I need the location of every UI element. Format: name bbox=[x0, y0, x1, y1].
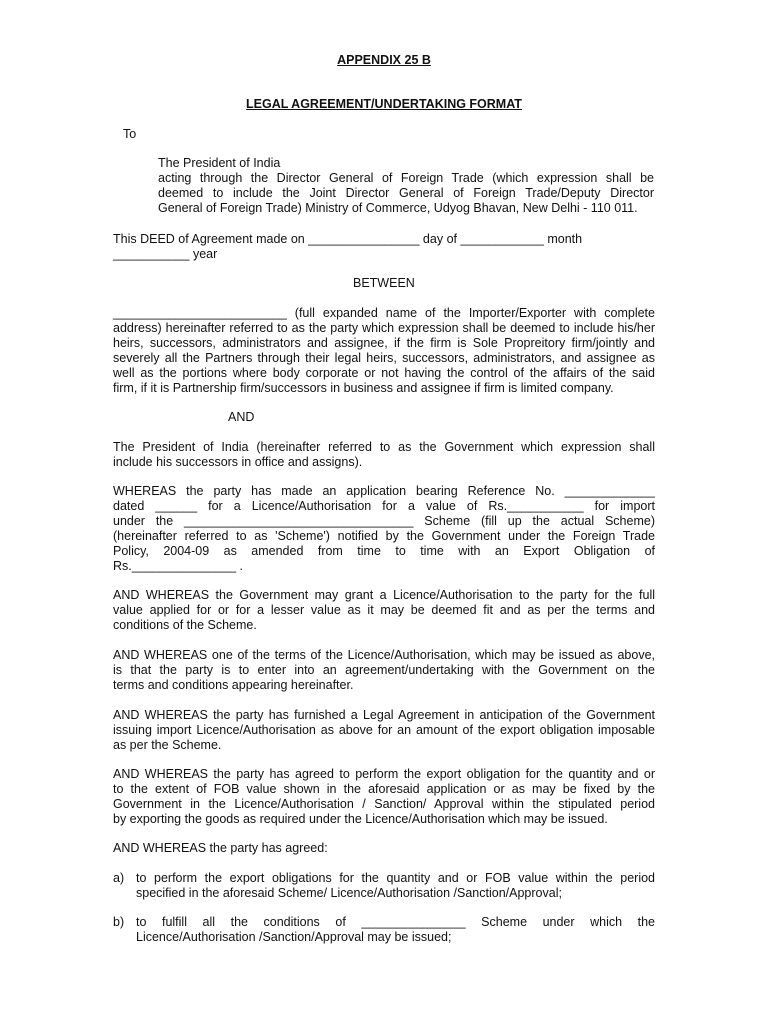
paragraph-line: Licence/Authorisation /Sanction/Approval may be issued; bbox=[136, 930, 452, 944]
paragraph-line: AND WHEREAS the Government may grant a Licence/Authorisation to the party for the full bbox=[113, 588, 655, 602]
paragraph-line: to fulfill all the conditions of _______________ Scheme under which the bbox=[136, 915, 655, 929]
address-block bbox=[158, 156, 654, 216]
and-label: AND bbox=[228, 410, 255, 424]
deed-line-1: This DEED of Agreement made on ________________ day of ____________ month bbox=[113, 232, 583, 246]
paragraph-line: AND WHEREAS one of the terms of the Licence/Authorisation, which may be issued as above, bbox=[113, 648, 655, 662]
paragraph-line: severely all the Partners through their legal heirs, successors, administrators, and assignee as bbox=[113, 351, 655, 365]
appendix-heading: APPENDIX 25 B bbox=[337, 53, 431, 67]
paragraph-line: WHEREAS the party has made an application bearing Reference No. _____________ bbox=[113, 484, 655, 498]
deed-line-2: ___________ year bbox=[113, 247, 218, 261]
whereas-paragraph-3 bbox=[113, 648, 655, 693]
whereas-paragraph-4 bbox=[113, 708, 655, 753]
paragraph-line: AND WHEREAS the party has furnished a Legal Agreement in anticipation of the Government bbox=[113, 708, 655, 722]
paragraph-line: conditions of the Scheme. bbox=[113, 618, 257, 632]
between-label: BETWEEN bbox=[353, 276, 415, 290]
paragraph-line: value applied for or for a lesser value as it may be deemed fit and as per the terms and bbox=[113, 603, 655, 617]
address-line: General of Foreign Trade) Ministry of Commerce, Udyog Bhavan, New Delhi - 110 011. bbox=[158, 201, 638, 215]
paragraph-line: to perform the export obligations for the quantity and or FOB value within the period bbox=[136, 871, 655, 885]
paragraph-line: Policy, 2004-09 as amended from time to time with an Export Obligation of bbox=[113, 544, 655, 558]
party-paragraph bbox=[113, 306, 655, 396]
whereas-paragraph-5 bbox=[113, 767, 655, 827]
paragraph-line: (hereinafter referred to as 'Scheme') notified by the Government under the Foreign Trade bbox=[113, 529, 655, 543]
government-paragraph bbox=[113, 440, 655, 470]
address-line: deemed to include the Joint Director General of Foreign Trade/Deputy Director bbox=[158, 186, 654, 200]
whereas-paragraph-2 bbox=[113, 588, 655, 633]
paragraph-line: specified in the aforesaid Scheme/ Licence/Authorisation /Sanction/Approval; bbox=[136, 886, 562, 900]
paragraph-line: address) hereinafter referred to as the party which expression shall be deemed to include his/her bbox=[113, 321, 655, 335]
paragraph-line: to the extent of FOB value shown in the aforesaid application or as may be fixed by the bbox=[113, 782, 655, 796]
paragraph-line: by exporting the goods as required under the Licence/Authorisation which may be issued. bbox=[113, 812, 608, 826]
whereas-paragraph-1 bbox=[113, 484, 655, 574]
paragraph-line: heirs, successors, administrators and assignee, if the firm is Sole Propreitory firm/jointly and bbox=[113, 336, 655, 350]
item-b-text bbox=[136, 915, 655, 945]
paragraph-line: issuing import Licence/Authorisation as above for an amount of the export obligation imposable bbox=[113, 723, 655, 737]
format-title: LEGAL AGREEMENT/UNDERTAKING FORMAT bbox=[246, 97, 522, 111]
paragraph-line: include his successors in office and assigns). bbox=[113, 455, 363, 469]
paragraph-line: The President of India (hereinafter referred to as the Government which expression shall bbox=[113, 440, 655, 454]
address-line: acting through the Director General of Foreign Trade (which expression shall be bbox=[158, 171, 654, 185]
item-marker-a: a) bbox=[113, 871, 125, 885]
to-label: To bbox=[123, 127, 137, 141]
paragraph-line: as per the Scheme. bbox=[113, 738, 222, 752]
paragraph-line: dated ______ for a Licence/Authorisation for a value of Rs.___________ for import bbox=[113, 499, 655, 513]
paragraph-line: well as the portions where body corporate or not having the control of the affairs of the said bbox=[113, 366, 655, 380]
paragraph-line: firm, if it is Partnership firm/successors in business and assignee if firm is limited company. bbox=[113, 381, 614, 395]
paragraph-line: is that the party is to enter into an agreement/undertaking with the Government on the bbox=[113, 663, 655, 677]
item-a-text bbox=[136, 871, 655, 901]
paragraph-line: _________________________ (full expanded name of the Importer/Exporter with complete bbox=[113, 306, 655, 320]
paragraph-line: Government in the Licence/Authorisation / Sanction/ Approval within the stipulated period bbox=[113, 797, 655, 811]
paragraph-line: Rs._______________ . bbox=[113, 559, 243, 573]
address-line: The President of India bbox=[158, 156, 281, 170]
item-marker-b: b) bbox=[113, 915, 125, 929]
paragraph-line: under the _________________________________ Scheme (fill up the actual Scheme) bbox=[113, 514, 655, 528]
agreed-intro: AND WHEREAS the party has agreed: bbox=[113, 841, 328, 855]
paragraph-line: AND WHEREAS the party has agreed to perform the export obligation for the quantity and or bbox=[113, 767, 655, 781]
paragraph-line: terms and conditions appearing hereinafter. bbox=[113, 678, 354, 692]
